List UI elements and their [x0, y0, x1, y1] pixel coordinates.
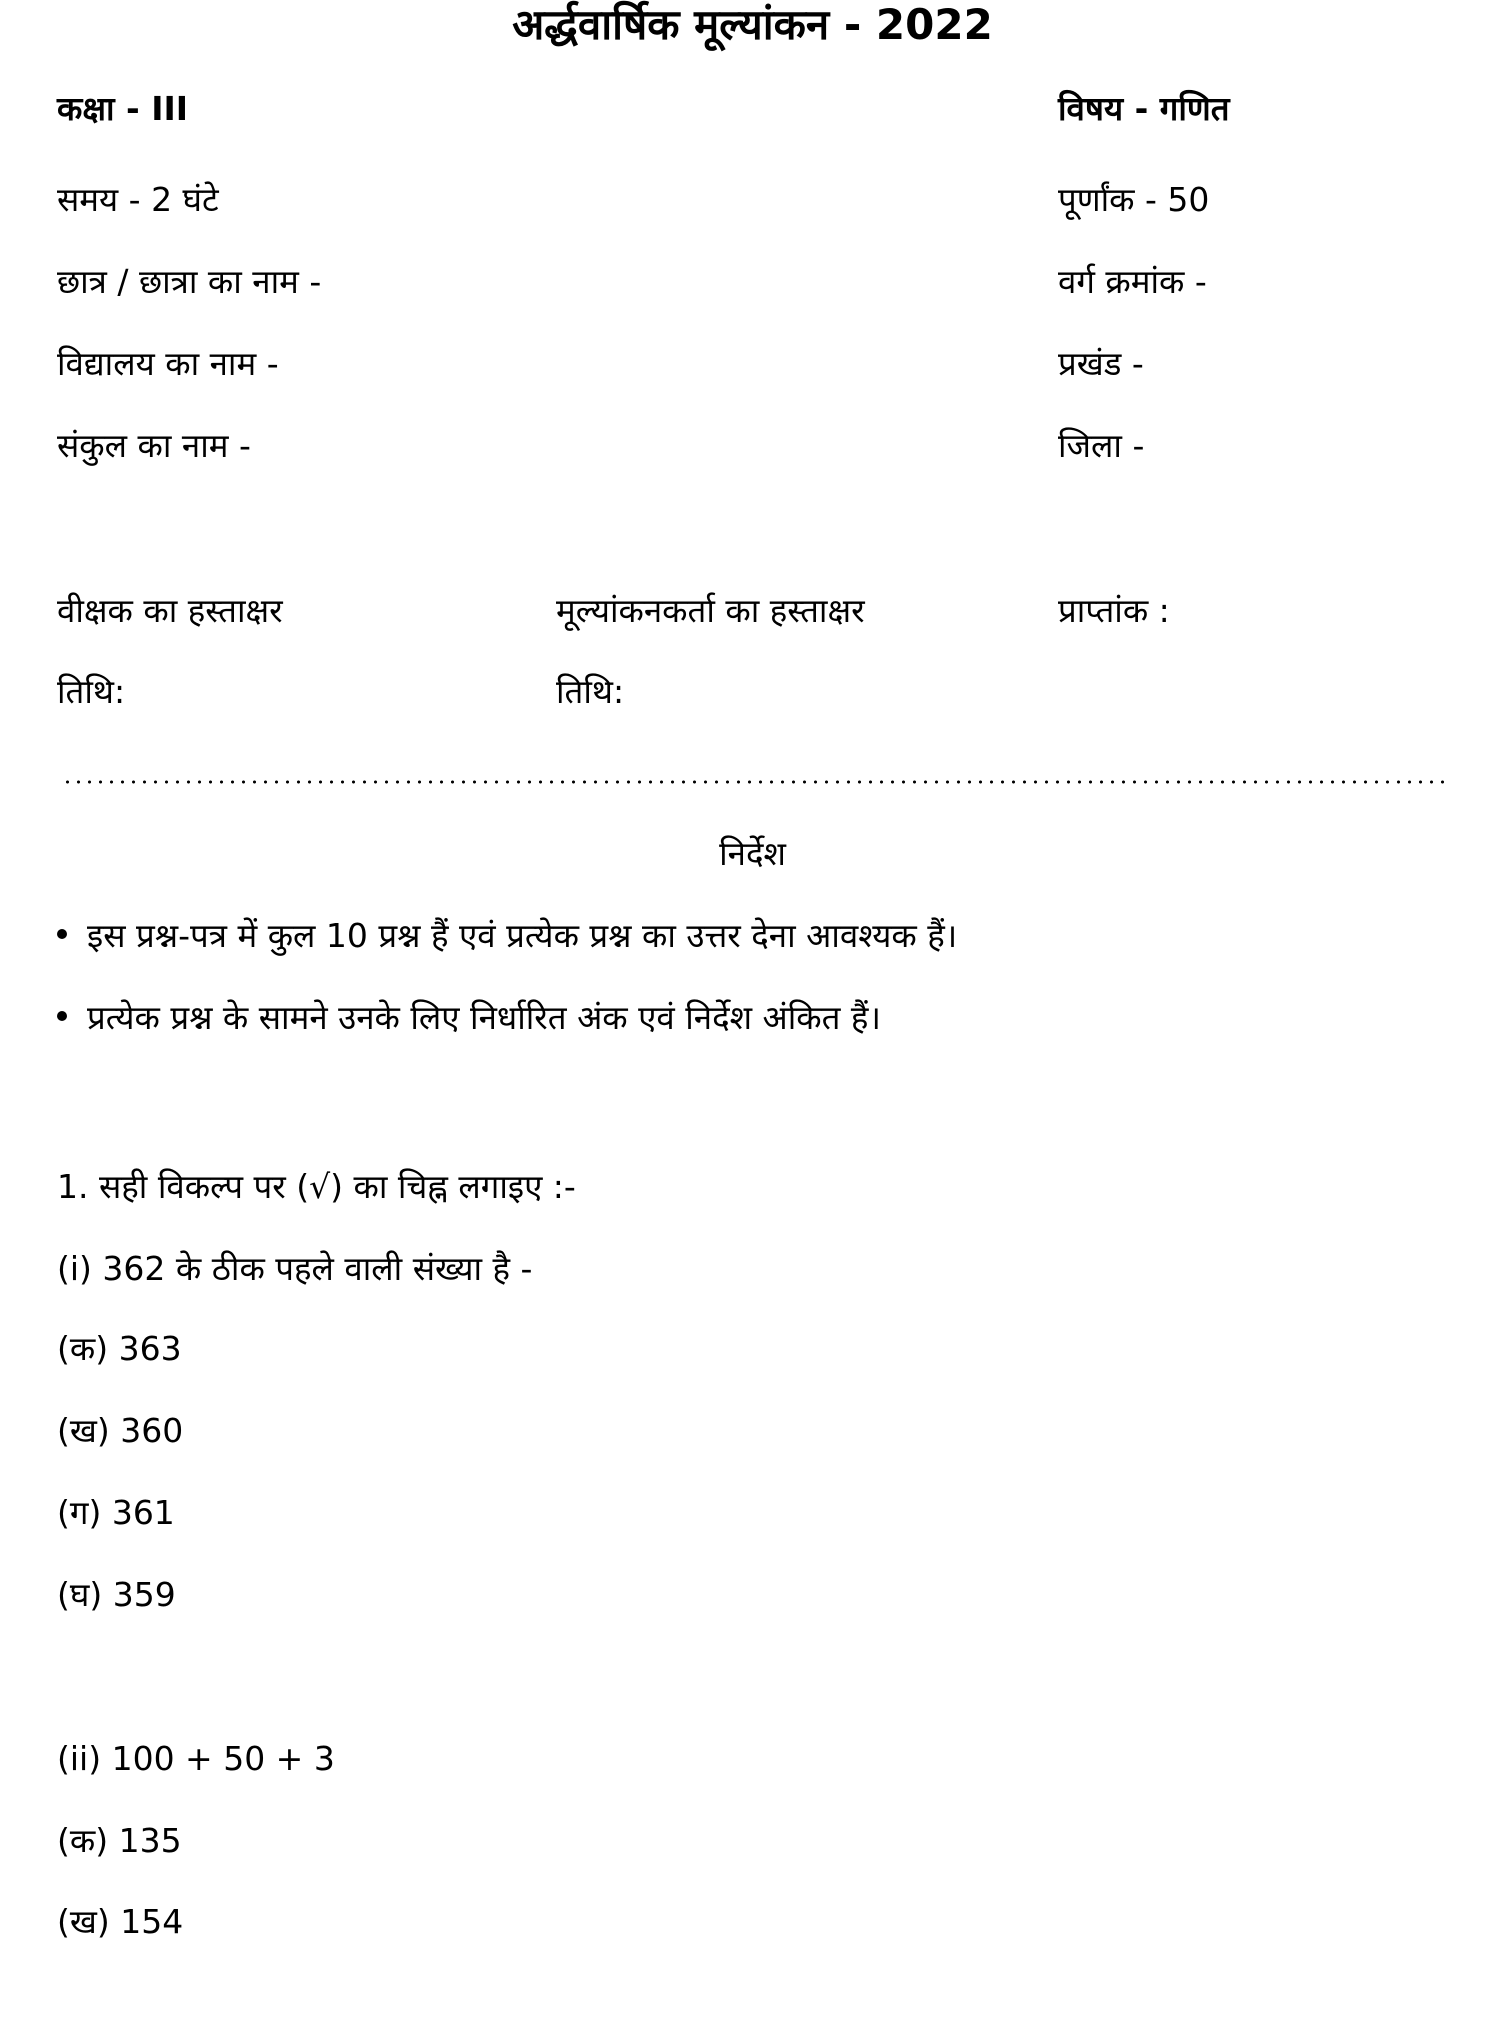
question-1-prompt: 1. सही विकल्प पर (√) का चिह्न लगाइए :-	[57, 1167, 576, 1206]
option-kha[interactable]: (ख) 360	[57, 1411, 184, 1450]
evaluator-signature-label: मूल्यांकनकर्ता का हस्ताक्षर	[556, 591, 865, 630]
instruction-text: इस प्रश्न-पत्र में कुल 10 प्रश्न हैं एवं प्रत्येक प्रश्न का उत्तर देना आवश्यक हैं।	[87, 916, 958, 955]
student-name-field: छात्र / छात्रा का नाम -	[57, 262, 322, 301]
class-label: कक्षा - III	[57, 89, 189, 128]
option-ka[interactable]: (क) 135	[57, 1821, 182, 1860]
instructions-heading: निर्देश	[719, 834, 786, 873]
roll-number-field: वर्ग क्रमांक -	[1058, 262, 1207, 301]
bullet-icon	[57, 1011, 67, 1021]
option-ga[interactable]: (ग) 361	[57, 1493, 175, 1532]
full-marks-label: पूर्णांक - 50	[1058, 180, 1210, 219]
instruction-item	[57, 998, 881, 1037]
evaluator-date-label: तिथि:	[556, 672, 625, 711]
instruction-item	[57, 916, 958, 955]
dotted-separator	[62, 780, 1444, 784]
option-gha[interactable]: (घ) 359	[57, 1575, 176, 1614]
question-1-part-i: (i) 362 के ठीक पहले वाली संख्या है -	[57, 1249, 533, 1288]
cluster-name-field: संकुल का नाम -	[57, 426, 251, 465]
block-field: प्रखंड -	[1058, 344, 1144, 383]
marks-obtained-label: प्राप्तांक :	[1058, 591, 1170, 630]
invigilator-signature-label: वीक्षक का हस्ताक्षर	[57, 591, 283, 630]
instruction-text: प्रत्येक प्रश्न के सामने उनके लिए निर्धारित अंक एवं निर्देश अंकित हैं।	[87, 998, 881, 1037]
invigilator-date-label: तिथि:	[57, 672, 126, 711]
option-kha[interactable]: (ख) 154	[57, 1902, 184, 1941]
bullet-icon	[57, 929, 67, 939]
option-ka[interactable]: (क) 363	[57, 1329, 182, 1368]
district-field: जिला -	[1058, 426, 1145, 465]
page-title: अर्द्धवार्षिक मूल्यांकन - 2022	[512, 0, 993, 49]
time-label: समय - 2 घंटे	[57, 180, 219, 219]
subject-label: विषय - गणित	[1058, 89, 1230, 128]
school-name-field: विद्यालय का नाम -	[57, 344, 279, 383]
question-1-part-ii: (ii) 100 + 50 + 3	[57, 1739, 335, 1778]
